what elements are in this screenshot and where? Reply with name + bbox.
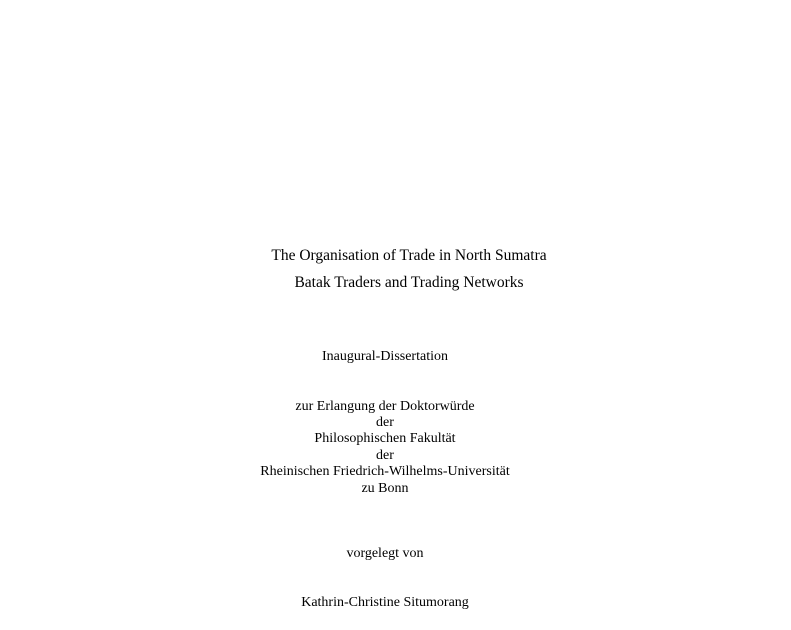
- city-line: zu Bonn: [361, 481, 409, 496]
- university-name: Rheinischen Friedrich-Wilhelms-Universität: [260, 464, 510, 479]
- purpose-line-4: der: [376, 448, 394, 463]
- purpose-line-2: der: [376, 415, 394, 430]
- dissertation-label: Inaugural-Dissertation: [322, 349, 448, 364]
- document-title-line-2: Batak Traders and Trading Networks: [294, 274, 524, 291]
- document-title-line-1: The Organisation of Trade in North Sumatra: [271, 247, 547, 264]
- submitted-by-label: vorgelegt von: [346, 546, 424, 561]
- purpose-line-1: zur Erlangung der Doktorwürde: [295, 399, 475, 414]
- author-name: Kathrin-Christine Situmorang: [301, 595, 469, 610]
- faculty-name: Philosophischen Fakultät: [314, 431, 456, 446]
